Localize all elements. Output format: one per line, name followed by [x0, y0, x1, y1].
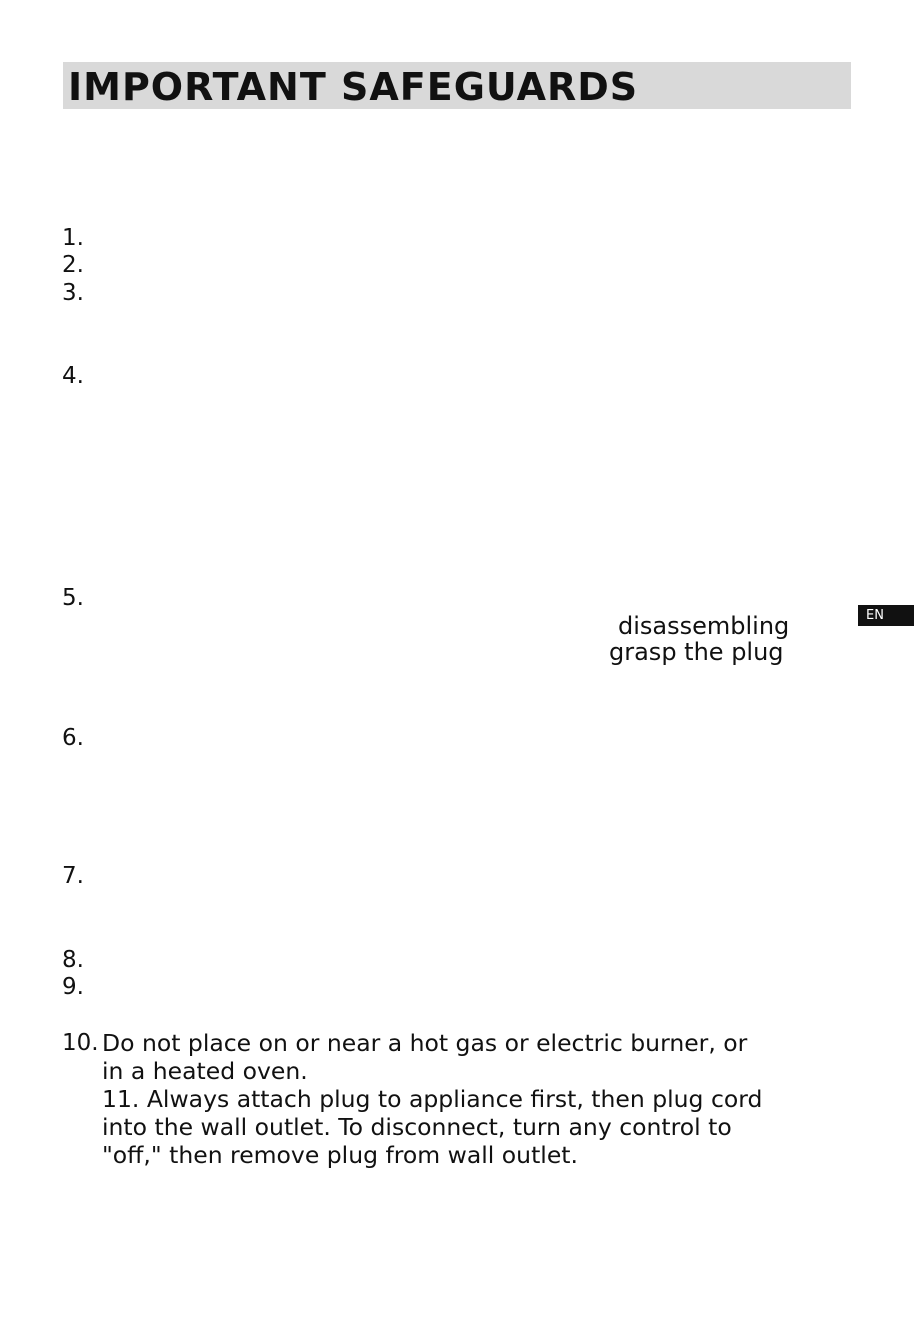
item5-fragment-2: grasp the plug — [609, 638, 784, 666]
list-number-1: 1. — [62, 225, 84, 251]
item11-line-1: 11. Always attach plug to appliance first, then plug cord — [102, 1085, 763, 1113]
list-number-10: 10. — [62, 1030, 99, 1056]
list-number-8: 8. — [62, 947, 84, 973]
item11-line-3: "off," then remove plug from wall outlet. — [102, 1141, 578, 1169]
list-number-6: 6. — [62, 725, 84, 751]
list-number-4: 4. — [62, 363, 84, 389]
item5-fragment-1: disassembling — [618, 612, 790, 640]
list-number-9: 9. — [62, 974, 84, 1000]
page-title: IMPORTANT SAFEGUARDS — [68, 65, 639, 109]
title-banner — [63, 62, 851, 109]
item10-line-2: in a heated oven. — [102, 1057, 308, 1085]
language-tab — [858, 605, 914, 626]
list-number-7: 7. — [62, 863, 84, 889]
language-tab-label: EN — [866, 608, 884, 623]
list-number-2: 2. — [62, 252, 84, 278]
list-number-3: 3. — [62, 280, 84, 306]
item11-line-2: into the wall outlet. To disconnect, turn any control to — [102, 1113, 732, 1141]
item10-line-1: Do not place on or near a hot gas or electric burner, or — [102, 1029, 748, 1057]
list-number-5: 5. — [62, 585, 84, 611]
